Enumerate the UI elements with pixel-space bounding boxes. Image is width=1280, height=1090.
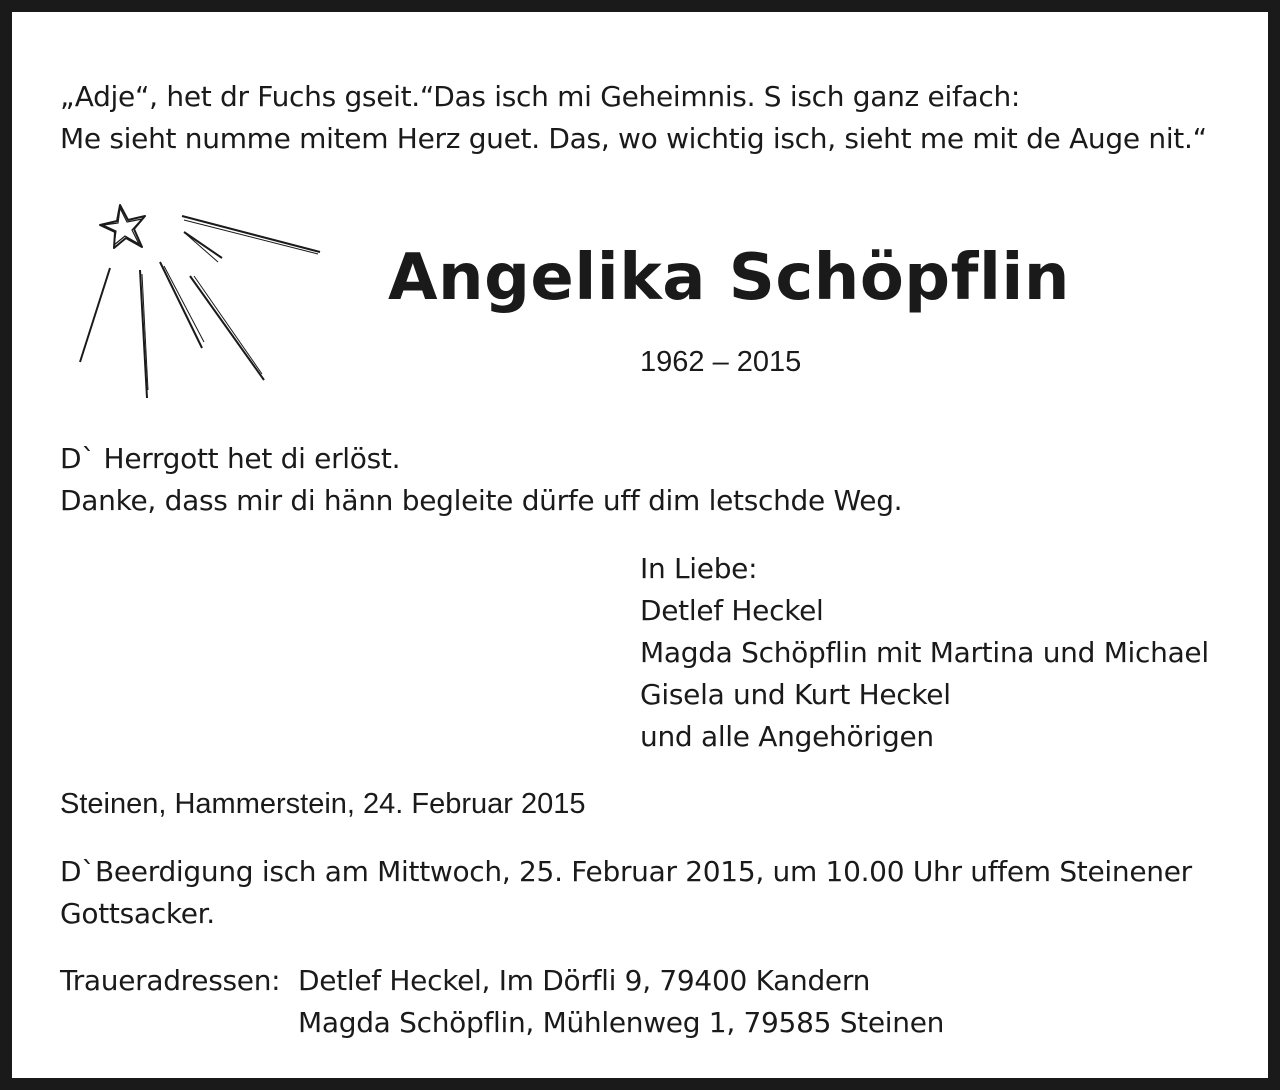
thanks-line-1: D` Herrgott het di erlöst. <box>60 442 401 475</box>
quote-line-2: Me sieht numme mitem Herz guet. Das, wo wichtig isch, sieht me mit de Auge nit.“ <box>60 122 1207 155</box>
star-with-rays-icon <box>62 190 322 402</box>
funeral-line-2: Gottsacker. <box>60 897 215 930</box>
addresses-label: Traueradressen: <box>60 964 281 997</box>
funeral-line-1: D`Beerdigung isch am Mittwoch, 25. Februar 2015, um 10.00 Uhr uffem Steinener <box>60 855 1192 888</box>
thanks-line-2: Danke, dass mir di hänn begleite dürfe uff dim letschde Weg. <box>60 484 903 517</box>
addresses-list <box>298 960 944 1044</box>
funeral-info <box>60 851 1192 935</box>
quote-line-1: „Adje“, het dr Fuchs gseit.“Das isch mi Geheimnis. S isch ganz eifach: <box>60 80 1021 113</box>
mourners-block <box>640 548 1209 758</box>
address-item: Detlef Heckel, Im Dörfli 9, 79400 Kandern <box>298 964 871 997</box>
place-date: Steinen, Hammerstein, 24. Februar 2015 <box>60 788 586 820</box>
mourners-intro: In Liebe: <box>640 552 758 585</box>
mourner-name: und alle Angehörigen <box>640 720 934 753</box>
address-item: Magda Schöpflin, Mühlenweg 1, 79585 Steinen <box>298 1006 945 1039</box>
life-years: 1962 – 2015 <box>640 346 802 378</box>
mourner-name: Gisela und Kurt Heckel <box>640 678 951 711</box>
mourner-name: Magda Schöpflin mit Martina und Michael <box>640 636 1209 669</box>
thanks-block <box>60 438 902 522</box>
deceased-name: Angelika Schöpflin <box>388 241 1070 315</box>
quote-block <box>60 76 1207 160</box>
mourner-name: Detlef Heckel <box>640 594 824 627</box>
